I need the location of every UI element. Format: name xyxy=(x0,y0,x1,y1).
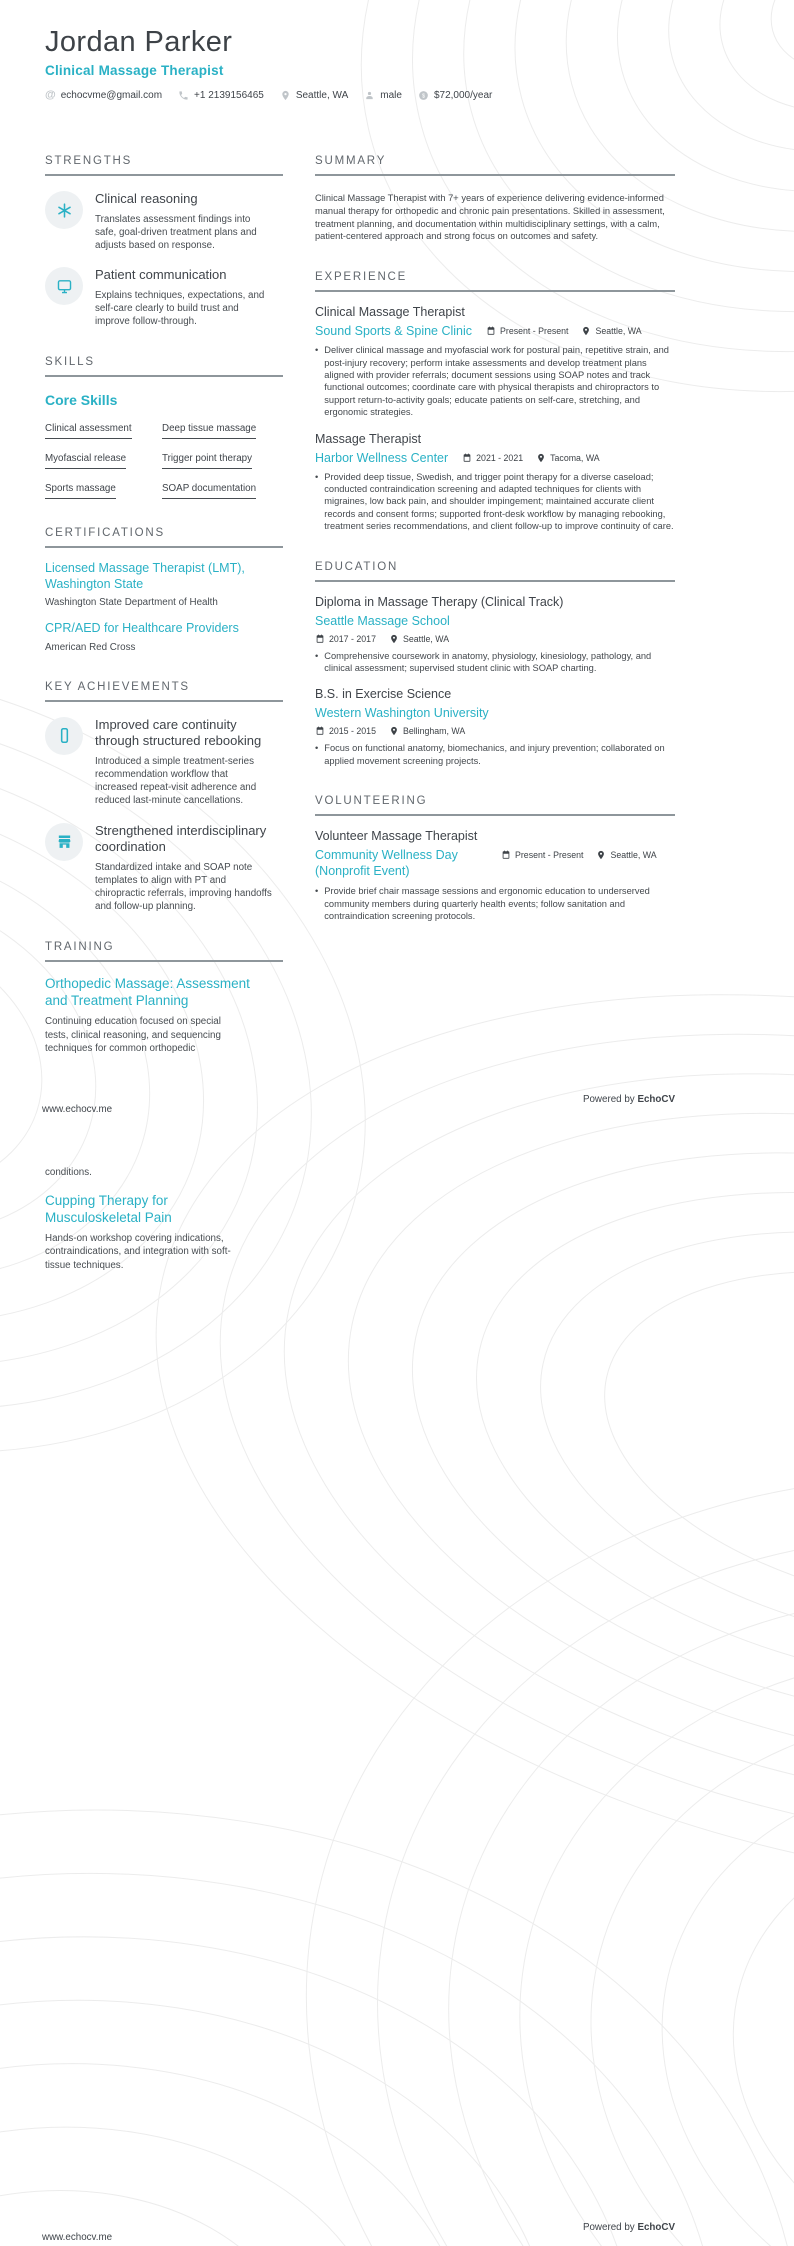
powered-by: Powered by EchoCV xyxy=(582,1094,675,1105)
achievement-title: Improved care continuity through structured rebooking xyxy=(95,716,262,749)
education-bullet: • Focus on functional anatomy, biomechanics, and injury prevention; collaborated on applied movement screening projects. xyxy=(315,742,675,767)
education-location: Bellingham, WA xyxy=(389,726,465,736)
school-name: Western Washington University xyxy=(315,706,489,721)
job-location: Seattle, WA xyxy=(581,326,641,336)
calendar-icon xyxy=(315,634,325,644)
education-item xyxy=(315,687,675,767)
skill-item: SOAP documentation xyxy=(162,478,283,499)
degree-title: Diploma in Massage Therapy (Clinical Track) xyxy=(315,594,564,609)
certification-title: CPR/AED for Healthcare Providers xyxy=(45,621,239,636)
section-summary xyxy=(315,155,675,243)
section-heading: EXPERIENCE xyxy=(315,271,675,292)
training-title: Cupping Therapy for Musculoskeletal Pain xyxy=(45,1193,172,1225)
strength-desc: Translates assessment findings into safe, goal-driven treatment plans and adjusts based on response. xyxy=(95,213,257,251)
certification-title: Licensed Massage Therapist (LMT), Washington State xyxy=(45,561,245,591)
person-icon xyxy=(364,90,375,101)
section-heading: KEY ACHIEVEMENTS xyxy=(45,681,283,702)
location-pin-icon xyxy=(536,453,546,463)
certification-item xyxy=(45,561,283,608)
training-item xyxy=(45,976,283,1055)
achievement-item xyxy=(45,823,283,914)
strength-item xyxy=(45,267,283,328)
skill-item: Myofascial release xyxy=(45,448,145,469)
site-link[interactable]: www.echocv.me xyxy=(42,2232,113,2243)
calendar-icon xyxy=(315,726,325,736)
page-footer xyxy=(42,2222,675,2246)
section-heading: TRAINING xyxy=(45,941,283,962)
section-volunteering xyxy=(315,795,675,922)
education-dates: 2017 - 2017 xyxy=(315,634,376,644)
location-pin-icon xyxy=(280,90,291,101)
contact-gender: male xyxy=(364,90,402,101)
skill-item: Sports massage xyxy=(45,478,145,499)
left-column xyxy=(45,155,283,1055)
training-item xyxy=(45,1193,283,1272)
site-link[interactable]: www.echocv.me xyxy=(42,1104,113,1115)
calendar-icon xyxy=(501,850,511,860)
contact-phone: +1 2139156465 xyxy=(178,90,264,101)
section-strengths xyxy=(45,155,283,328)
achievement-desc: Standardized intake and SOAP note templates to align with PT and chiropractic referrals, improving handoffs and follow-up planning. xyxy=(95,861,272,913)
training-desc-continued: conditions. xyxy=(45,1167,92,1178)
at-icon: @ xyxy=(45,89,56,101)
calendar-icon xyxy=(486,326,496,336)
job-bullet: • Provided deep tissue, Swedish, and trigger point therapy for a diverse caseload; conducted contraindication screening and adapted techniques for clients with migraines, low back pain, and shoulder impingement; maintained accurate client records and consent forms; supported front-desk workflow by managing rebooking, treatment series recommendations, and client follow-up to improve continuity of care. xyxy=(315,471,675,533)
job-title: Massage Therapist xyxy=(315,431,422,446)
skills-group-title: Core Skills xyxy=(45,392,118,409)
education-location: Seattle, WA xyxy=(389,634,449,644)
person-name: Jordan Parker xyxy=(45,26,233,58)
storefront-icon xyxy=(45,823,83,861)
job-location: Tacoma, WA xyxy=(536,453,600,463)
monitor-icon xyxy=(45,267,83,305)
location-pin-icon xyxy=(389,634,399,644)
section-key-achievements xyxy=(45,681,283,914)
page-1 xyxy=(45,26,675,1055)
job-title: Clinical Massage Therapist xyxy=(315,305,465,320)
contact-email[interactable]: @ echocvme@gmail.com xyxy=(45,89,163,101)
section-heading: CERTIFICATIONS xyxy=(45,527,283,548)
skills-grid xyxy=(45,418,283,499)
section-experience xyxy=(315,271,675,532)
experience-item xyxy=(315,305,675,418)
contact-salary: $ $72,000/year xyxy=(418,90,492,101)
brand-name: EchoCV xyxy=(637,2222,675,2233)
school-name: Seattle Massage School xyxy=(315,613,450,628)
phone-icon xyxy=(178,90,189,101)
asterisk-icon xyxy=(45,191,83,229)
achievement-item xyxy=(45,717,283,808)
skill-item: Clinical assessment xyxy=(45,418,145,439)
skill-item: Trigger point therapy xyxy=(162,448,283,469)
strength-item xyxy=(45,191,283,252)
job-dates: 2021 - 2021 xyxy=(462,453,523,463)
training-desc: Continuing education focused on special tests, clinical reasoning, and sequencing techniques for common orthopedic xyxy=(45,1016,221,1054)
location-pin-icon xyxy=(389,726,399,736)
training-desc: Hands-on workshop covering indications, contraindications, and integration with soft-tissue techniques. xyxy=(45,1233,231,1271)
page-2 xyxy=(45,1166,283,1272)
section-certifications xyxy=(45,527,283,653)
strength-title: Patient communication xyxy=(95,267,227,283)
section-education xyxy=(315,561,675,768)
powered-by: Powered by EchoCV xyxy=(582,2222,675,2233)
smartphone-icon xyxy=(45,717,83,755)
calendar-icon xyxy=(462,453,472,463)
person-job-title: Clinical Massage Therapist xyxy=(45,63,224,78)
company-name: Sound Sports & Spine Clinic xyxy=(315,324,473,339)
education-dates: 2015 - 2015 xyxy=(315,726,376,736)
contact-location: Seattle, WA xyxy=(280,90,348,101)
experience-item xyxy=(315,432,675,533)
strength-title: Clinical reasoning xyxy=(95,191,198,206)
location-pin-icon xyxy=(581,326,591,336)
location-pin-icon xyxy=(596,850,606,860)
certification-item xyxy=(45,621,283,653)
summary-text: Clinical Massage Therapist with 7+ years of experience delivering evidence-informed manual therapy for orthopedic and chronic pain presentations. Skilled in assessment, treatment planning, and documentation within multidisciplinary settings, with a calm, patient-centered approach and strong focus on outcomes and safety. xyxy=(315,193,665,242)
volunteer-role-title: Volunteer Massage Therapist xyxy=(315,829,478,844)
section-skills xyxy=(45,356,283,499)
achievement-desc: Introduced a simple treatment-series recommendation workflow that increased repeat-visit adherence and reduced last-minute cancellations. xyxy=(95,755,257,807)
certification-issuer: Washington State Department of Health xyxy=(45,597,218,609)
education-bullet: • Comprehensive coursework in anatomy, physiology, kinesiology, pathology, and clinical assessment; supervised student clinic with SOAP charting. xyxy=(315,650,675,675)
section-heading: SKILLS xyxy=(45,356,283,377)
education-item xyxy=(315,595,675,675)
volunteering-item xyxy=(315,829,675,922)
section-heading: EDUCATION xyxy=(315,561,675,582)
dollar-circle-icon xyxy=(418,90,429,101)
columns xyxy=(45,155,675,1055)
section-heading: SUMMARY xyxy=(315,155,675,176)
certification-issuer: American Red Cross xyxy=(45,641,136,653)
strength-desc: Explains techniques, expectations, and self-care clearly to build trust and improve follow-through. xyxy=(95,289,265,328)
achievement-title: Strengthened interdisciplinary coordination xyxy=(95,822,267,855)
volunteering-bullet: • Provide brief chair massage sessions and ergonomic education to underserved community members during quarterly health events; follow sanitation and contraindication screening protocols. xyxy=(315,885,675,922)
skill-item: Deep tissue massage xyxy=(162,418,283,439)
job-bullet: • Deliver clinical massage and myofascial work for postural pain, repetitive strain, and post-injury recovery; perform intake assessments and develop treatment plans aligned with provider referrals; document sessions using SOAP notes and track functional outcomes; coordinate care with physical therapists and chiropractors to support return-to-activity goals; educate patients on self-care, stretching, and ergonomic strategies. xyxy=(315,344,675,418)
right-column xyxy=(315,155,675,1055)
section-heading: STRENGTHS xyxy=(45,155,283,176)
training-title: Orthopedic Massage: Assessment and Treatment Planning xyxy=(45,976,250,1008)
svg-text:$: $ xyxy=(421,92,425,99)
volunteering-dates: Present - Present xyxy=(501,850,583,860)
section-heading: VOLUNTEERING xyxy=(315,795,675,816)
section-training xyxy=(45,941,283,1055)
contact-row xyxy=(45,89,675,101)
degree-title: B.S. in Exercise Science xyxy=(315,687,452,702)
brand-name: EchoCV xyxy=(637,1094,675,1105)
organization-name: Community Wellness Day (Nonprofit Event) xyxy=(315,848,458,878)
company-name: Harbor Wellness Center xyxy=(315,450,449,465)
job-dates: Present - Present xyxy=(486,326,568,336)
volunteering-location: Seattle, WA xyxy=(596,850,656,860)
page-footer xyxy=(42,1094,675,1118)
